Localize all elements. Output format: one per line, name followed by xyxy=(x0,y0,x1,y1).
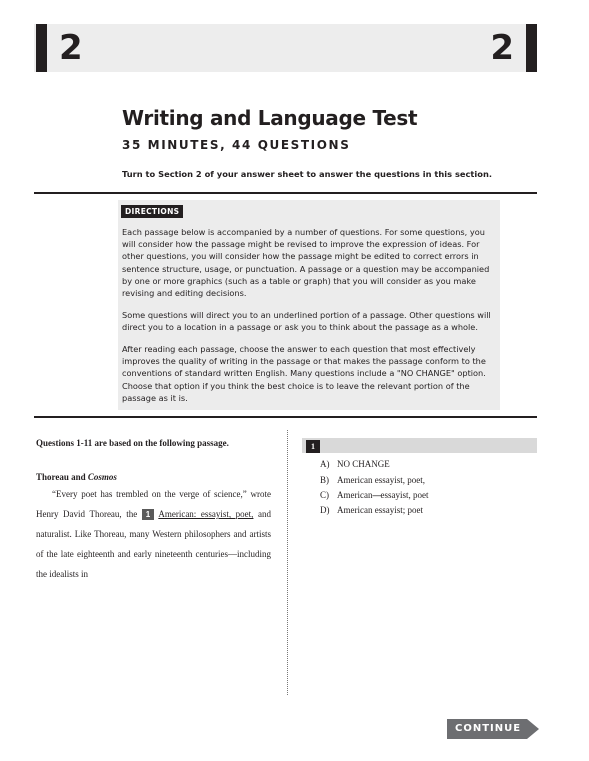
passage-text-start: “Every poet has trembled on the verge of science,” wrote Henry David Thoreau, the xyxy=(36,489,271,519)
passage-title-text: Thoreau and xyxy=(36,472,88,482)
question-header-bar xyxy=(302,438,537,453)
directions-label: DIRECTIONS xyxy=(121,205,183,218)
choice-letter: D) xyxy=(320,505,330,515)
answer-choice-c[interactable] xyxy=(320,490,428,500)
passage-title-italic: Cosmos xyxy=(87,472,117,482)
answer-sheet-instruction: Turn to Section 2 of your answer sheet to answer the questions in this section. xyxy=(122,169,492,179)
section-header-bar xyxy=(34,24,537,72)
section-number-right: 2 xyxy=(490,24,537,72)
passage-title xyxy=(36,472,117,482)
bottom-rule xyxy=(34,416,537,418)
answer-choice-b[interactable] xyxy=(320,475,425,485)
column-divider xyxy=(287,430,288,695)
continue-label: CONTINUE xyxy=(447,719,527,739)
choice-letter: C) xyxy=(320,490,329,500)
directions-paragraph: Each passage below is accompanied by a number of questions. For some questions, you will consider how the passage might be revised to improve the expression of ideas. For other questions, you will consider how the passage might be edited to correct errors in sentence structure, usage, or punctuation. A passage or a question may be accompanied by one or more graphics (such as a table or graph) that you will consider as you make revising and editing decisions. xyxy=(122,227,490,299)
question-marker[interactable]: 1 xyxy=(142,509,154,520)
passage-text xyxy=(36,484,271,584)
section-number-left: 2 xyxy=(36,24,83,72)
continue-button[interactable] xyxy=(447,719,539,739)
passage-intro: Questions 1-11 are based on the following passage. xyxy=(36,438,229,448)
question-number: 1 xyxy=(306,440,320,453)
test-subtitle: 35 MINUTES, 44 QUESTIONS xyxy=(122,138,351,152)
top-rule xyxy=(34,192,537,194)
choice-text: American essayist; poet xyxy=(337,505,423,515)
test-title: Writing and Language Test xyxy=(122,106,418,130)
answer-choice-a[interactable] xyxy=(320,459,390,469)
directions-paragraph: After reading each passage, choose the answer to each question that most effectively improves the quality of writing in the passage or that makes the passage conform to the conventions of standard written English. Many questions include a "NO CHANGE" option. Choose that option if you think the best choice is to leave the relevant portion of the passage as it is. xyxy=(122,344,486,403)
choice-letter: B) xyxy=(320,475,329,485)
directions-paragraph: Some questions will direct you to an underlined portion of a passage. Other questions will direct you to a location in a passage or ask you to think about the passage as a whole. xyxy=(122,310,491,333)
choice-text-pre: American xyxy=(337,490,373,500)
passage-text-continued: and naturalist. Like Thoreau, many Western philosophers and artists of the late eighteenth and early nineteenth centuries—including the idealists in xyxy=(36,509,271,579)
choice-text: NO CHANGE xyxy=(337,459,390,469)
choice-text: American essayist, poet, xyxy=(337,475,425,485)
choice-dash: — xyxy=(372,490,381,500)
choice-text-post: essayist, poet xyxy=(380,490,429,500)
answer-choice-d[interactable] xyxy=(320,505,423,515)
underlined-portion[interactable]: American: essayist, poet, xyxy=(158,509,254,519)
arrow-right-icon xyxy=(527,719,539,739)
choice-letter: A) xyxy=(320,459,330,469)
